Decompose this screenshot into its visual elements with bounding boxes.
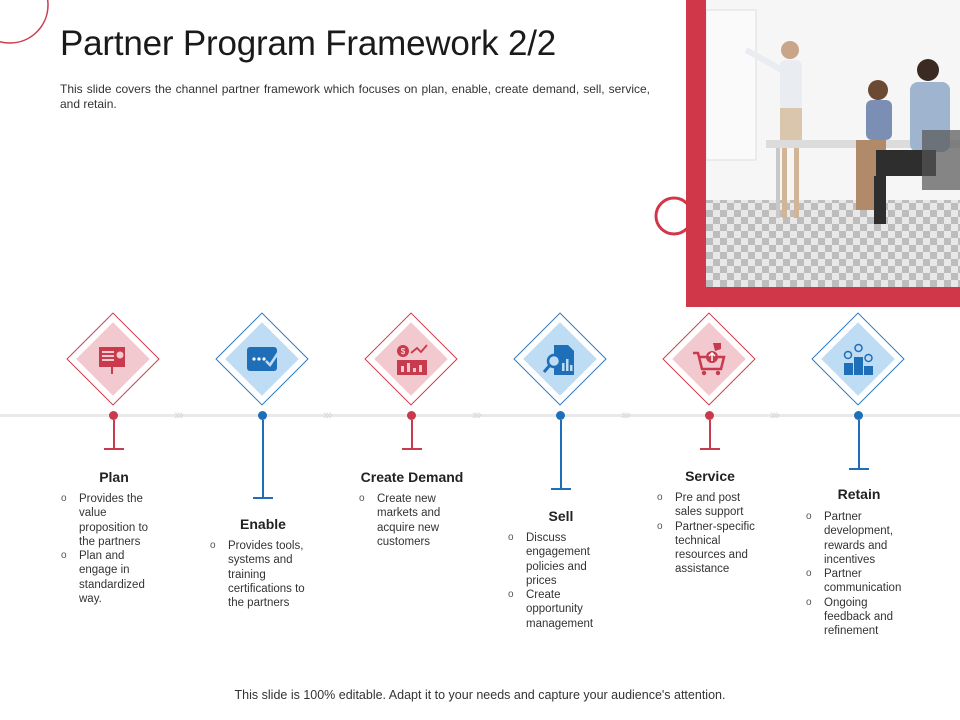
footer-note: This slide is 100% editable. Adapt it to your needs and capture your audience's attention. <box>234 688 726 702</box>
chevron-arrows-icon: ››› <box>621 406 629 422</box>
circle-decoration <box>652 194 696 238</box>
step-title: Retain <box>837 486 881 502</box>
timeline-dot <box>705 411 714 420</box>
step-list <box>359 492 459 549</box>
page-title: Partner Program Framework 2/2 <box>60 24 557 63</box>
presentation-board-icon <box>93 339 133 379</box>
list-item: o Discuss engagement policies and prices <box>508 531 608 588</box>
document-search-icon <box>540 339 580 379</box>
timeline-dot <box>258 411 267 420</box>
step-list <box>210 539 320 610</box>
connector-cap <box>253 497 273 499</box>
timeline-dot <box>556 411 565 420</box>
list-item: o Ongoing feedback and refinement <box>806 596 916 639</box>
timeline-dot <box>407 411 416 420</box>
timeline-bar <box>0 414 960 417</box>
market-chart-icon <box>391 339 431 379</box>
timeline-dot <box>854 411 863 420</box>
list-item: o Create new markets and acquire new customers <box>359 492 459 549</box>
list-item: o Create opportunity management <box>508 588 608 631</box>
connector-cap <box>849 468 869 470</box>
list-item: o Provides the value proposition to the partners <box>61 492 161 549</box>
chevron-arrows-icon: ››› <box>174 406 182 422</box>
podium-reward-icon <box>838 339 878 379</box>
step-list <box>508 531 608 631</box>
list-item: o Partner-specific technical resources and assistance <box>657 520 767 577</box>
connector-line <box>560 420 562 489</box>
connector-line <box>113 420 115 448</box>
connector-cap <box>700 448 720 450</box>
step-list <box>806 510 916 639</box>
shopping-cart-tag-icon <box>689 339 729 379</box>
step-title: Create Demand <box>360 469 464 485</box>
page-subtitle: This slide covers the channel partner framework which focuses on plan, enable, create demand, sell, service, and retain. <box>60 82 650 111</box>
connector-line <box>709 420 711 448</box>
list-item: o Pre and post sales support <box>657 491 767 520</box>
chevron-arrows-icon: ››› <box>770 406 778 422</box>
connector-cap <box>402 448 422 450</box>
connector-line <box>858 420 860 468</box>
step-title: Sell <box>548 508 574 524</box>
chevron-arrows-icon: ››› <box>472 406 480 422</box>
list-item: o Provides tools, systems and training certifications to the partners <box>210 539 320 610</box>
connector-cap <box>551 488 571 490</box>
step-title: Service <box>685 468 735 484</box>
list-item: o Partner communication <box>806 567 916 596</box>
checklist-window-icon <box>242 339 282 379</box>
list-item: o Plan and engage in standardized way. <box>61 549 161 606</box>
step-title: Plan <box>99 469 129 485</box>
step-list <box>657 491 767 577</box>
connector-line <box>411 420 413 448</box>
step-title: Enable <box>240 516 286 532</box>
connector-line <box>262 420 264 498</box>
meeting-photo <box>706 0 960 287</box>
chevron-arrows-icon: ››› <box>323 406 331 422</box>
timeline-dot <box>109 411 118 420</box>
step-list <box>61 492 161 606</box>
corner-decoration <box>0 0 60 60</box>
connector-cap <box>104 448 124 450</box>
svg-text:$: $ <box>400 347 406 356</box>
list-item: o Partner development, rewards and incentives <box>806 510 916 567</box>
